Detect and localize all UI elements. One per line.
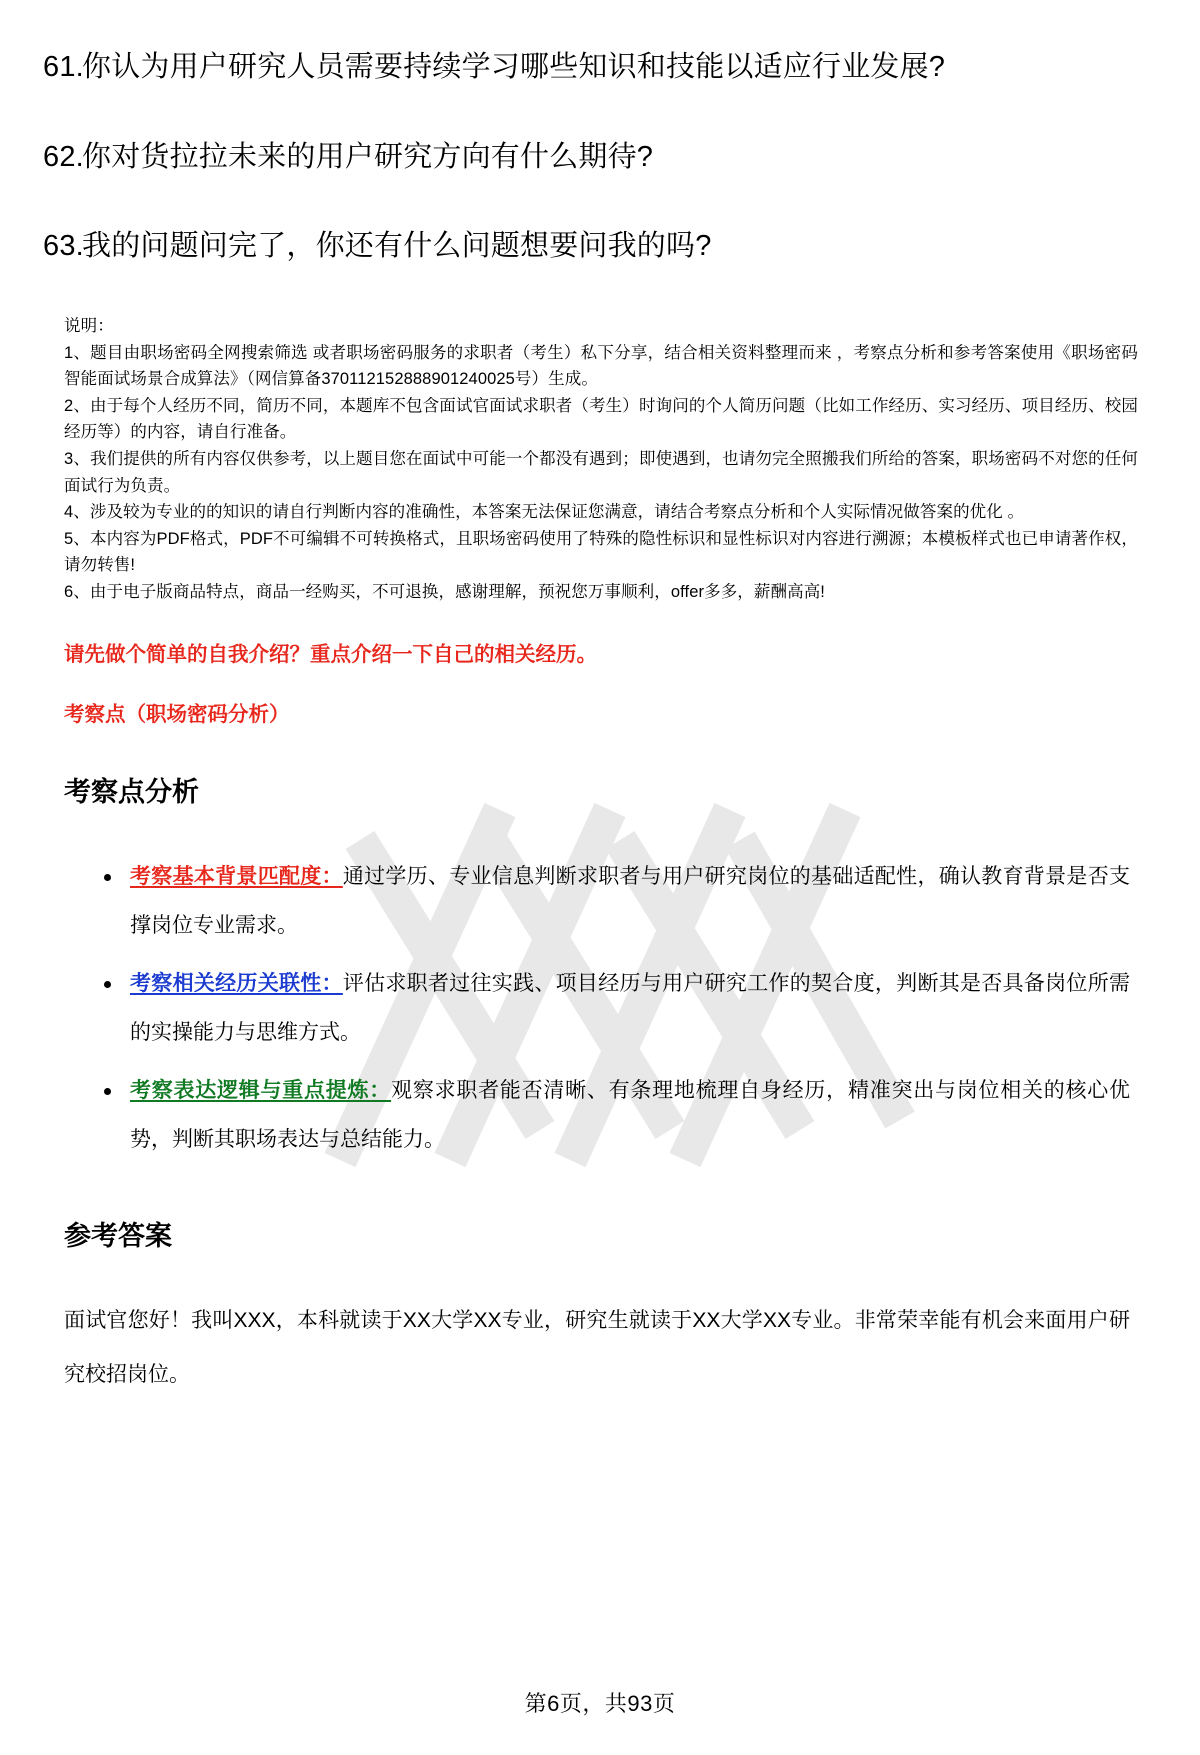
analysis-bullet — [130, 959, 1130, 1057]
notes-title: 说明： — [64, 317, 114, 335]
analysis-bullet-body: 观察求职者能否清晰、有条理地梳理自身经历，精准突出与岗位相关的核心优势，判断其职场表达与总结能力。 — [130, 1078, 1131, 1151]
answer-heading: 参考答案 — [64, 1220, 172, 1251]
question-text: 我的问题问完了，你还有什么问题想要问我的吗? — [82, 230, 712, 262]
analysis-bullet — [130, 1066, 1130, 1164]
analysis-bullet-body: 评估求职者过往实践、项目经历与用户研究工作的契合度，判断其是否具备岗位所需的实操能力与思维方式。 — [130, 971, 1130, 1044]
question-item — [0, 136, 1200, 178]
analysis-bullet-list — [0, 852, 1200, 1164]
note-item-6: 6、由于电子版商品特点，商品一经购买，不可退换，感谢理解，预祝您万事顺利，offer多多，薪酬高高! — [64, 582, 825, 601]
page-content — [0, 46, 1200, 1402]
note-item-1: 1、题目由职场密码全网搜索筛选 或者职场密码服务的求职者（考生）私下分享，结合相关资料整理而来 ，考察点分析和参考答案使用《职场密码智能面试场景合成算法》（网信算备370112152888901240025号）生成。 — [64, 343, 1138, 389]
note-item-5: 5、本内容为PDF格式，PDF不可编辑不可转换格式，且职场密码使用了特殊的隐性标识和显性标识对内容进行溯源；本模板样式也已申请著作权，请勿转售! — [64, 529, 1138, 575]
analysis-bullet-body: 通过学历、专业信息判断求职者与用户研究岗位的基础适配性，确认教育背景是否支撑岗位专业需求。 — [130, 864, 1130, 937]
analysis-bullet-lead: 考察基本背景匹配度： — [130, 864, 343, 888]
note-item-2: 2、由于每个人经历不同，简历不同，本题库不包含面试官面试求职者（考生）时询问的个人简历问题（比如工作经历、实习经历、项目经历、校园经历等）的内容，请自行准备。 — [64, 396, 1138, 442]
answer-body: 面试官您好！我叫XXX，本科就读于XX大学XX专业，研究生就读于XX大学XX专业。非常荣幸能有机会来面用户研究校招岗位。 — [64, 1308, 1130, 1386]
analysis-bullet-lead: 考察相关经历关联性： — [130, 971, 343, 995]
question-number: 63. — [43, 230, 84, 262]
analysis-bullet-lead: 考察表达逻辑与重点提炼： — [130, 1078, 392, 1102]
analysis-heading: 考察点分析 — [64, 776, 199, 807]
question-list — [0, 46, 1200, 267]
note-item-3: 3、我们提供的所有内容仅供参考，以上题目您在面试中可能一个都没有遇到；即使遇到，也请勿完全照搬我们所给的答案，职场密码不对您的任何面试行为负责。 — [64, 449, 1138, 495]
analysis-bullet — [130, 852, 1130, 950]
question-item — [0, 225, 1200, 267]
question-number: 61. — [43, 51, 84, 83]
prompt-subtitle: 考察点（职场密码分析） — [64, 702, 290, 726]
question-number: 62. — [43, 141, 84, 173]
prompt-question: 请先做个简单的自我介绍？重点介绍一下自己的相关经历。 — [64, 642, 597, 666]
question-item — [0, 46, 1200, 88]
question-text: 你认为用户研究人员需要持续学习哪些知识和技能以适应行业发展? — [82, 51, 946, 83]
question-text: 你对货拉拉未来的用户研究方向有什么期待? — [82, 141, 654, 173]
page-footer: 第6页，共93页 — [524, 1691, 676, 1716]
notes-block — [0, 313, 1200, 606]
note-item-4: 4、涉及较为专业的的知识的请自行判断内容的准确性，本答案无法保证您满意，请结合考察点分析和个人实际情况做答案的优化 。 — [64, 503, 1025, 522]
